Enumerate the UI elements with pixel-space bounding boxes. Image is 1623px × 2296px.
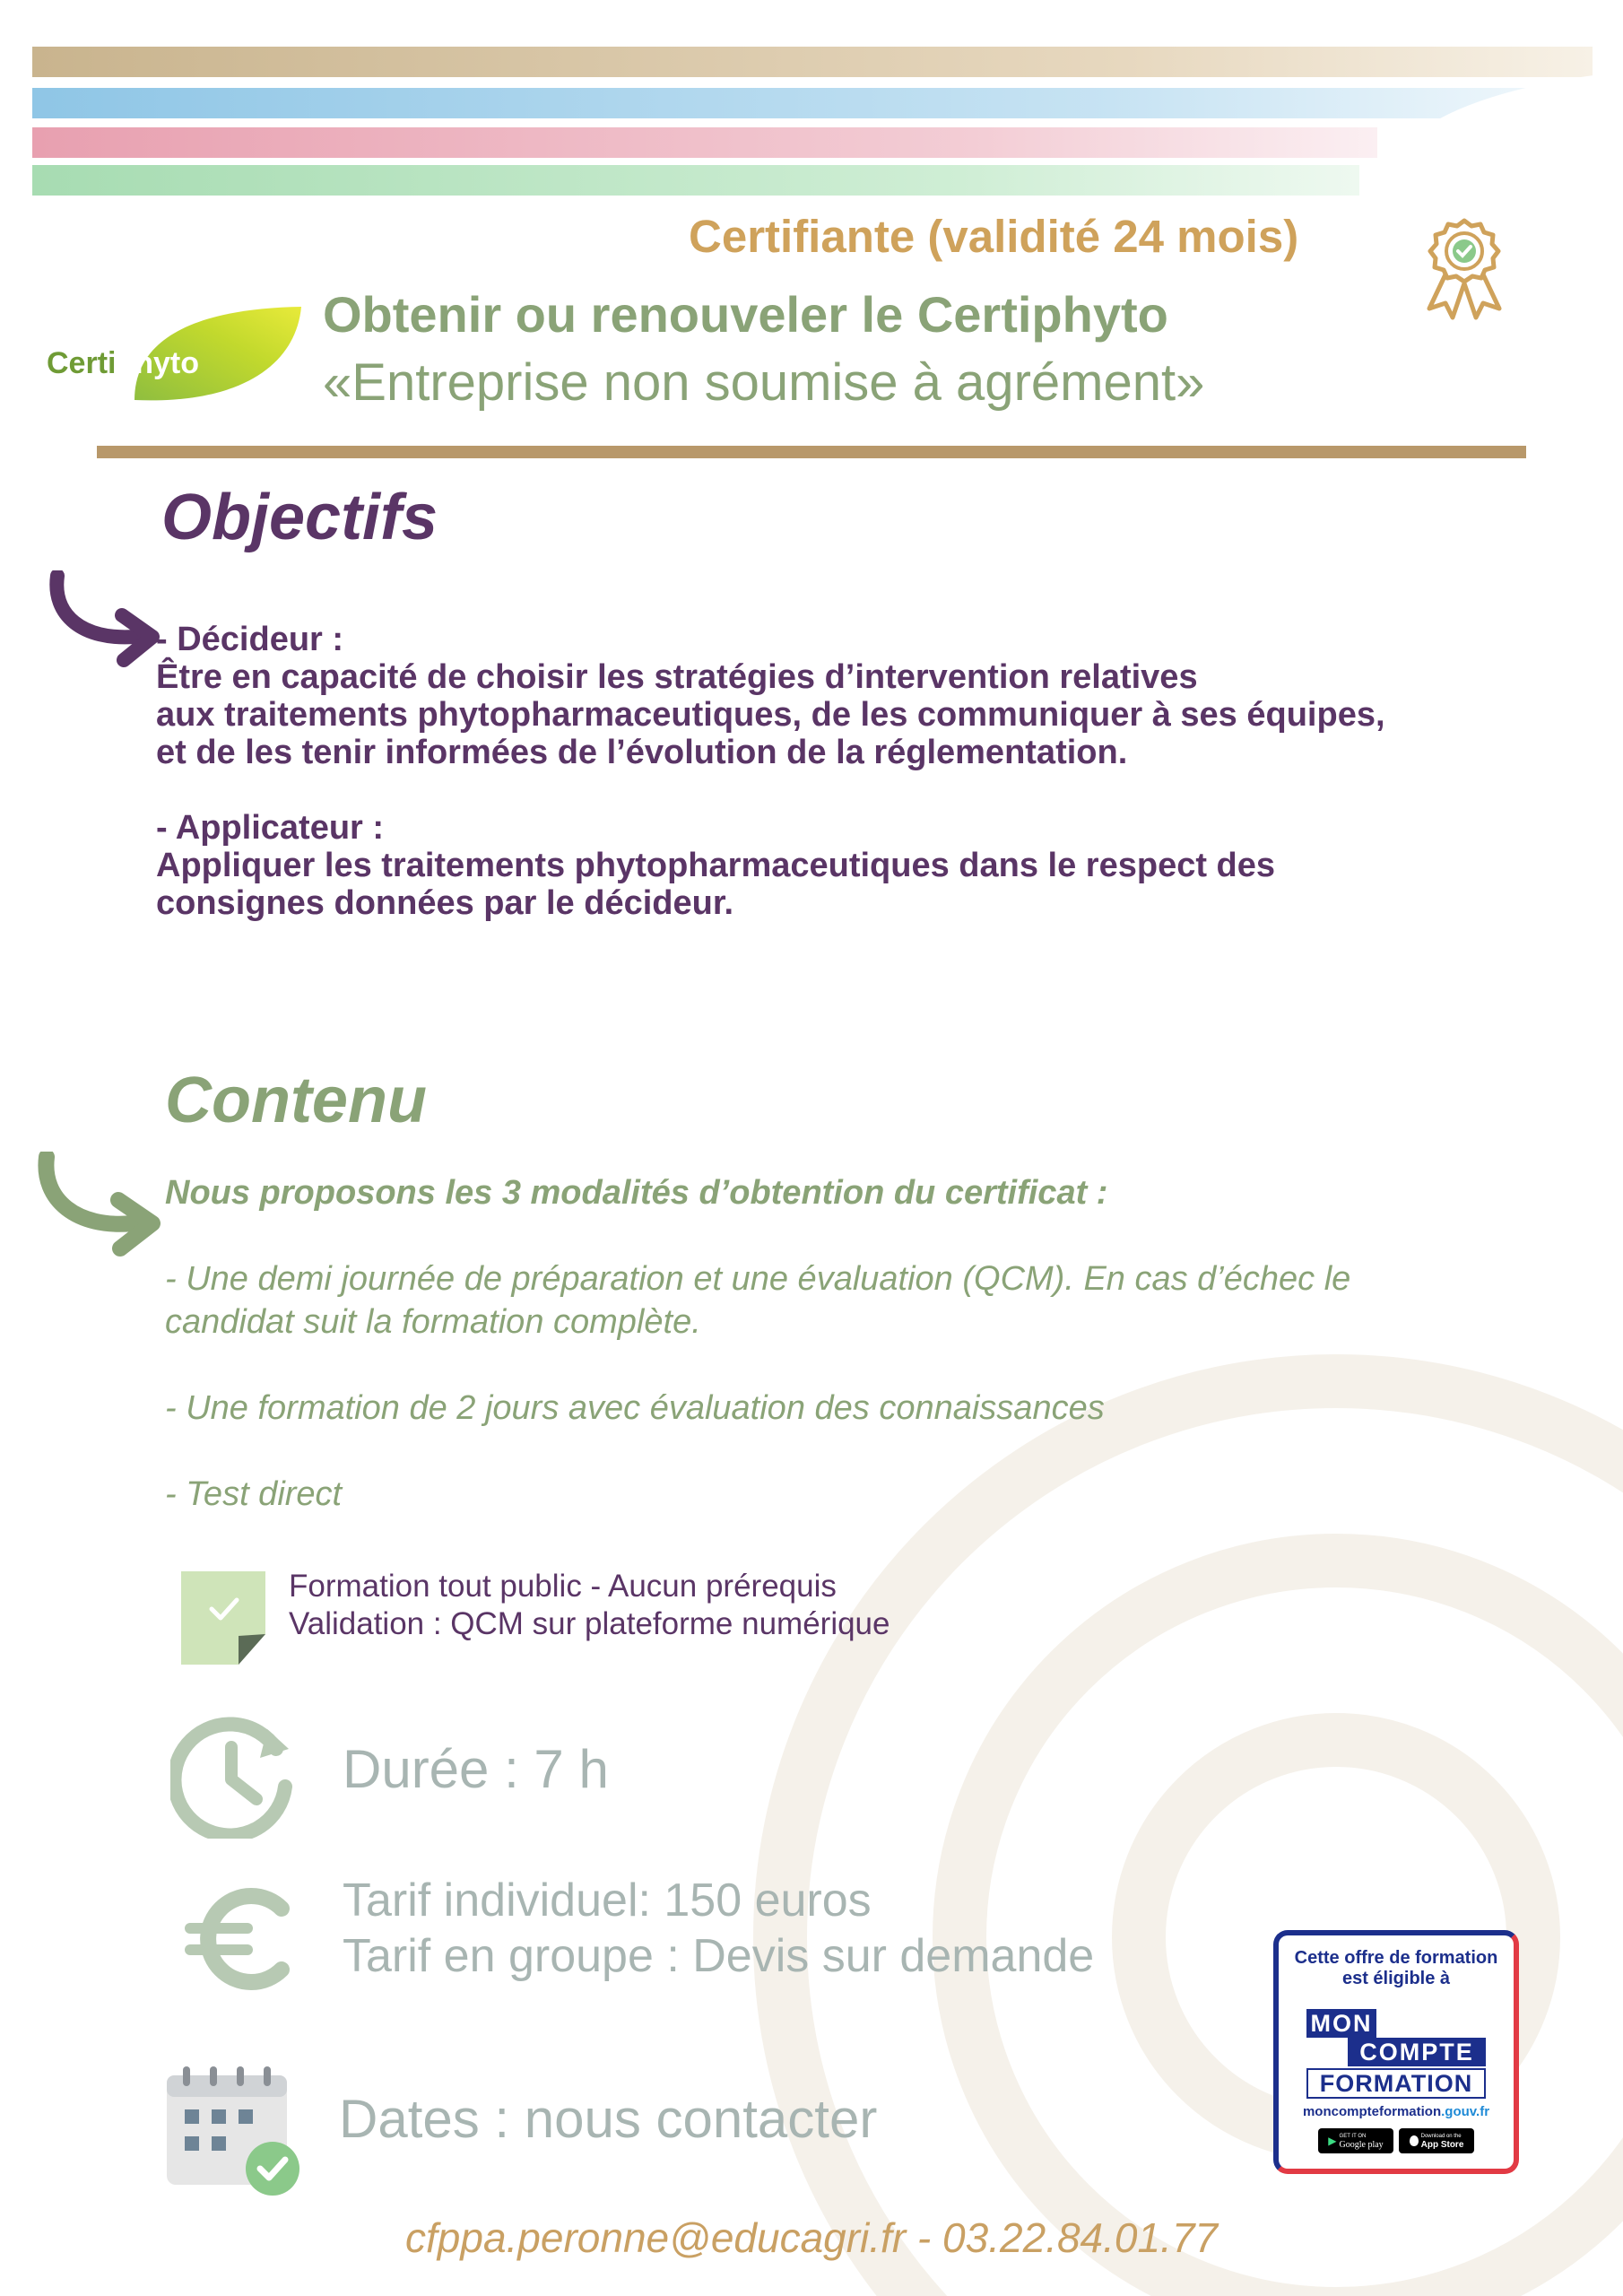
validation-text: Validation : QCM sur plateforme numérique [289,1606,890,1641]
document-check-icon [181,1571,267,1666]
curved-arrow-icon [47,570,163,669]
objectifs-body [156,621,1385,922]
objectifs-title: Objectifs [161,482,438,553]
applicateur-line: consignes données par le décideur. [156,884,734,922]
tarif-block [343,1873,1094,1984]
option-line: - Test direct [165,1475,343,1513]
cpf-compte: COMPTE [1348,2038,1486,2066]
calendar-check-icon [163,2063,307,2197]
cpf-mon: MON [1306,2009,1376,2038]
certiphyto-logo [47,301,262,409]
decideur-line: aux traitements phytopharmaceutiques, de les communiquer à ses équipes, [156,696,1385,734]
certification-validity: Certifiante (validité 24 mois) [689,211,1299,262]
applicateur-line: Appliquer les traitements phytopharmaceutiques dans le respect des [156,847,1276,884]
cpf-formation: FORMATION [1306,2068,1486,2099]
tarif-individuel: Tarif individuel: 150 euros [343,1874,872,1926]
contact-separator: - [906,2214,943,2261]
contact-phone[interactable]: 03.22.84.01.77 [942,2214,1218,2261]
contact-email[interactable]: cfppa.peronne@educagri.fr [405,2214,907,2261]
info-block [289,1568,890,1643]
decideur-line: Être en capacité de choisir les stratégies d’intervention relatives [156,658,1198,696]
option-line: - Une demi journée de préparation et une évaluation (QCM). En cas d’échec le [165,1260,1351,1298]
cpf-logo [1306,2009,1486,2097]
store-badges [1279,2128,1514,2153]
tarif-groupe: Tarif en groupe : Devis sur demande [343,1930,1095,1982]
logo-text-certi: Certi [47,346,117,380]
app-store-badge[interactable]: Download on the App Store [1399,2128,1474,2153]
euro-icon [181,1883,292,1995]
clock-icon [170,1713,303,1839]
cpf-line1: Cette offre de formation [1294,1948,1498,1968]
stripe-wave [1345,54,1623,215]
header-divider [97,446,1526,458]
contenu-title: Contenu [165,1065,427,1136]
decideur-line: et de les tenir informées de l’évolution de la réglementation. [156,734,1128,771]
google-play-badge[interactable]: ▶ GET IT ON Google play [1318,2128,1393,2153]
cpf-eligibility-badge[interactable] [1273,1930,1519,2174]
contenu-body [165,1171,1350,1516]
contenu-intro: Nous proposons les 3 modalités d’obtention du certificat : [165,1174,1108,1212]
contact-footer [0,2213,1623,2262]
google-play-icon: ▶ [1328,2135,1337,2147]
page-title: Obtenir ou renouveler le Certiphyto [323,286,1168,343]
logo-text-phyto: phyto [116,346,200,380]
apple-icon [1410,2135,1419,2146]
option-line: - Une formation de 2 jours avec évaluation des connaissances [165,1389,1105,1427]
certified-ribbon-icon [1415,215,1514,323]
decideur-label: - Décideur : [156,621,344,658]
dates-text: Dates : nous contacter [339,2089,878,2149]
cpf-line2: est éligible à [1341,1969,1451,1988]
public-text: Formation tout public - Aucun prérequis [289,1569,837,1604]
curved-arrow-icon [34,1152,169,1259]
duree-text: Durée : 7 h [343,1739,609,1799]
cpf-url: moncompteformation.gouv.fr [1302,2104,1490,2119]
page-subtitle: «Entreprise non soumise à agrément» [323,353,1205,412]
applicateur-label: - Applicateur : [156,809,385,847]
option-line: candidat suit la formation complète. [165,1303,701,1341]
